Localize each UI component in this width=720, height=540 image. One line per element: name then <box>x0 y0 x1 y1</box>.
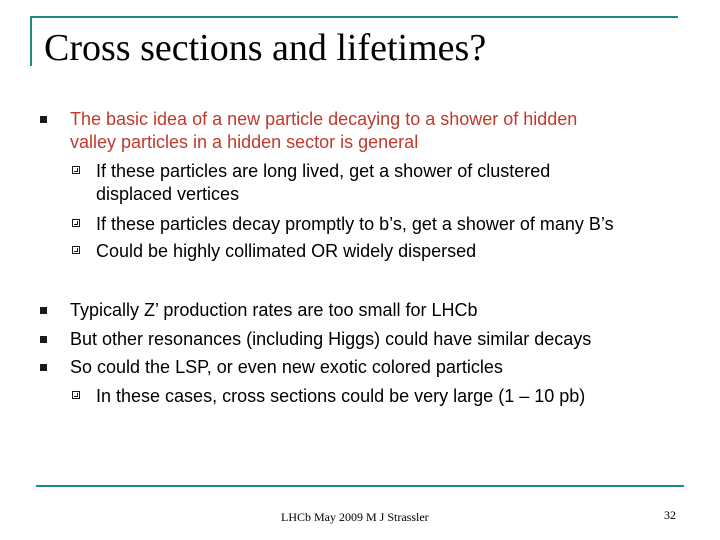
bullet-marker <box>40 307 47 314</box>
slide-title: Cross sections and lifetimes? <box>44 27 487 69</box>
page-number: 32 <box>664 508 676 522</box>
bullet-text-line: The basic idea of a new particle decaying to a shower of hidden <box>70 109 578 129</box>
sub-bullet-text-line: If these particles are long lived, get a shower of clustered <box>96 161 551 181</box>
title-frame-top-line <box>30 16 678 18</box>
bullet-text-line: Typically Z’ production rates are too small for LHCb <box>70 300 478 320</box>
bullet-marker <box>40 336 47 343</box>
footer-text: LHCb May 2009 M J Strassler <box>281 510 429 524</box>
sub-bullet-text-line: If these particles decay promptly to b’s, get a shower of many B’s <box>96 214 614 234</box>
bullet-text-line: But other resonances (including Higgs) could have similar decays <box>70 329 592 349</box>
bullet-text-line: So could the LSP, or even new exotic colored particles <box>70 357 503 377</box>
bullet-marker <box>40 116 47 123</box>
sub-bullet-text-line: In these cases, cross sections could be very large (1 – 10 pb) <box>96 386 586 406</box>
sub-bullet-marker <box>72 219 80 227</box>
sub-bullet-marker <box>72 246 80 254</box>
sub-bullet-text-line: Could be highly collimated OR widely dispersed <box>96 241 477 261</box>
footer-divider <box>36 485 684 487</box>
sub-bullet-text-line: displaced vertices <box>96 184 240 204</box>
title-frame-left-line <box>30 16 32 66</box>
bullet-text-line: valley particles in a hidden sector is general <box>70 132 419 152</box>
bullet-marker <box>40 364 47 371</box>
sub-bullet-marker <box>72 391 80 399</box>
sub-bullet-marker <box>72 166 80 174</box>
